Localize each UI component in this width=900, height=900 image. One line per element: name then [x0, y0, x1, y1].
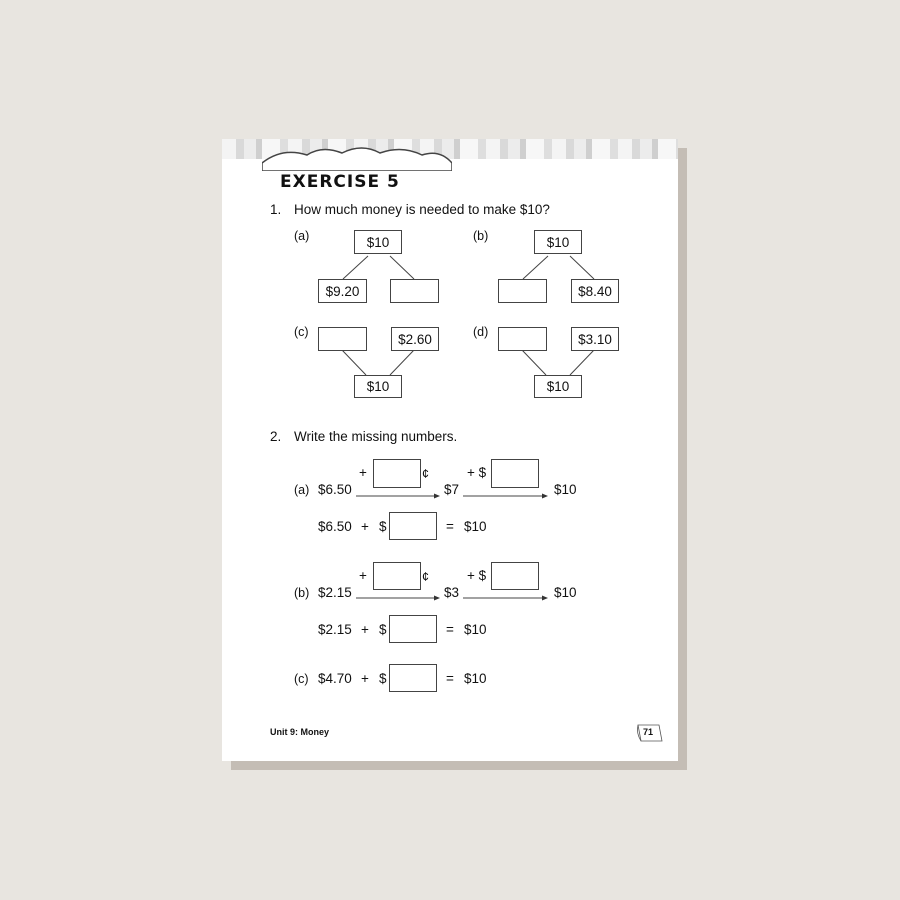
worksheet-page	[222, 139, 678, 761]
q2a-cents-box[interactable]	[373, 459, 421, 488]
q2c-eq-total: $10	[464, 671, 487, 686]
q1b-top-box: $10	[534, 230, 582, 254]
q2a-start: $6.50	[318, 482, 352, 497]
q1b-right-box: $8.40	[571, 279, 619, 303]
q2c-eq-equals: =	[446, 671, 454, 686]
q1a-left-box: $9.20	[318, 279, 367, 303]
q1d-bottom-box: $10	[534, 375, 582, 398]
q2b-label: (b)	[294, 586, 310, 600]
q1a-top-box: $10	[354, 230, 402, 254]
q2c-eq-dollar: $	[379, 671, 387, 686]
q2b-eq-start: $2.15	[318, 622, 352, 637]
q2a-plus: +	[359, 465, 367, 480]
q1-number: 1.	[270, 202, 282, 217]
q2c-eq-start: $4.70	[318, 671, 352, 686]
q1-prompt: How much money is needed to make $10?	[294, 202, 550, 217]
q1d-answer-box[interactable]	[498, 327, 547, 351]
q1d-right-box: $3.10	[571, 327, 619, 351]
q2b-start: $2.15	[318, 585, 352, 600]
q2a-dollars-box[interactable]	[491, 459, 539, 488]
q2a-eq-start: $6.50	[318, 519, 352, 534]
q2b-dollars-box[interactable]	[491, 562, 539, 590]
connector-lines	[222, 139, 678, 761]
page-number-badge	[635, 723, 663, 743]
q1c-bottom-box: $10	[354, 375, 402, 398]
q1b-answer-box[interactable]	[498, 279, 547, 303]
q2c-eq-answer-box[interactable]	[389, 664, 437, 692]
q2b-eq-equals: =	[446, 622, 454, 637]
exercise-title: EXERCISE 5	[280, 172, 400, 192]
q1d-label: (d)	[473, 325, 489, 339]
q1a-label: (a)	[294, 229, 310, 243]
q2b-plus: +	[359, 568, 367, 583]
q2a-cent-sign: ¢	[422, 467, 429, 481]
q2-number: 2.	[270, 429, 282, 444]
q2a-label: (a)	[294, 483, 310, 497]
q1b-label: (b)	[473, 229, 489, 243]
q2b-cent-sign: ¢	[422, 570, 429, 584]
q2b-eq-plus: +	[361, 622, 369, 637]
q2a-eq-equals: =	[446, 519, 454, 534]
q2a-eq-plus: +	[361, 519, 369, 534]
q2b-eq-answer-box[interactable]	[389, 615, 437, 643]
q2b-plus-dollar: + $	[467, 568, 487, 583]
q1c-right-box: $2.60	[391, 327, 439, 351]
q2b-eq-dollar: $	[379, 622, 387, 637]
q2a-eq-total: $10	[464, 519, 487, 534]
q2b-eq-total: $10	[464, 622, 487, 637]
q2a-mid: $7	[444, 482, 460, 497]
page-number: 71	[643, 727, 654, 737]
footer-unit: Unit 9: Money	[270, 727, 330, 737]
q2a-end: $10	[554, 482, 577, 497]
q2b-cents-box[interactable]	[373, 562, 421, 590]
q2a-plus-dollar: + $	[467, 465, 487, 480]
q1a-answer-box[interactable]	[390, 279, 439, 303]
q2c-label: (c)	[294, 672, 309, 686]
q1c-answer-box[interactable]	[318, 327, 367, 351]
q2a-eq-dollar: $	[379, 519, 387, 534]
q2b-mid: $3	[444, 585, 460, 600]
header-cloud	[262, 143, 452, 171]
q2b-end: $10	[554, 585, 577, 600]
q2c-eq-plus: +	[361, 671, 369, 686]
q1c-label: (c)	[294, 325, 309, 339]
q2-prompt: Write the missing numbers.	[294, 429, 458, 444]
q2a-eq-answer-box[interactable]	[389, 512, 437, 540]
